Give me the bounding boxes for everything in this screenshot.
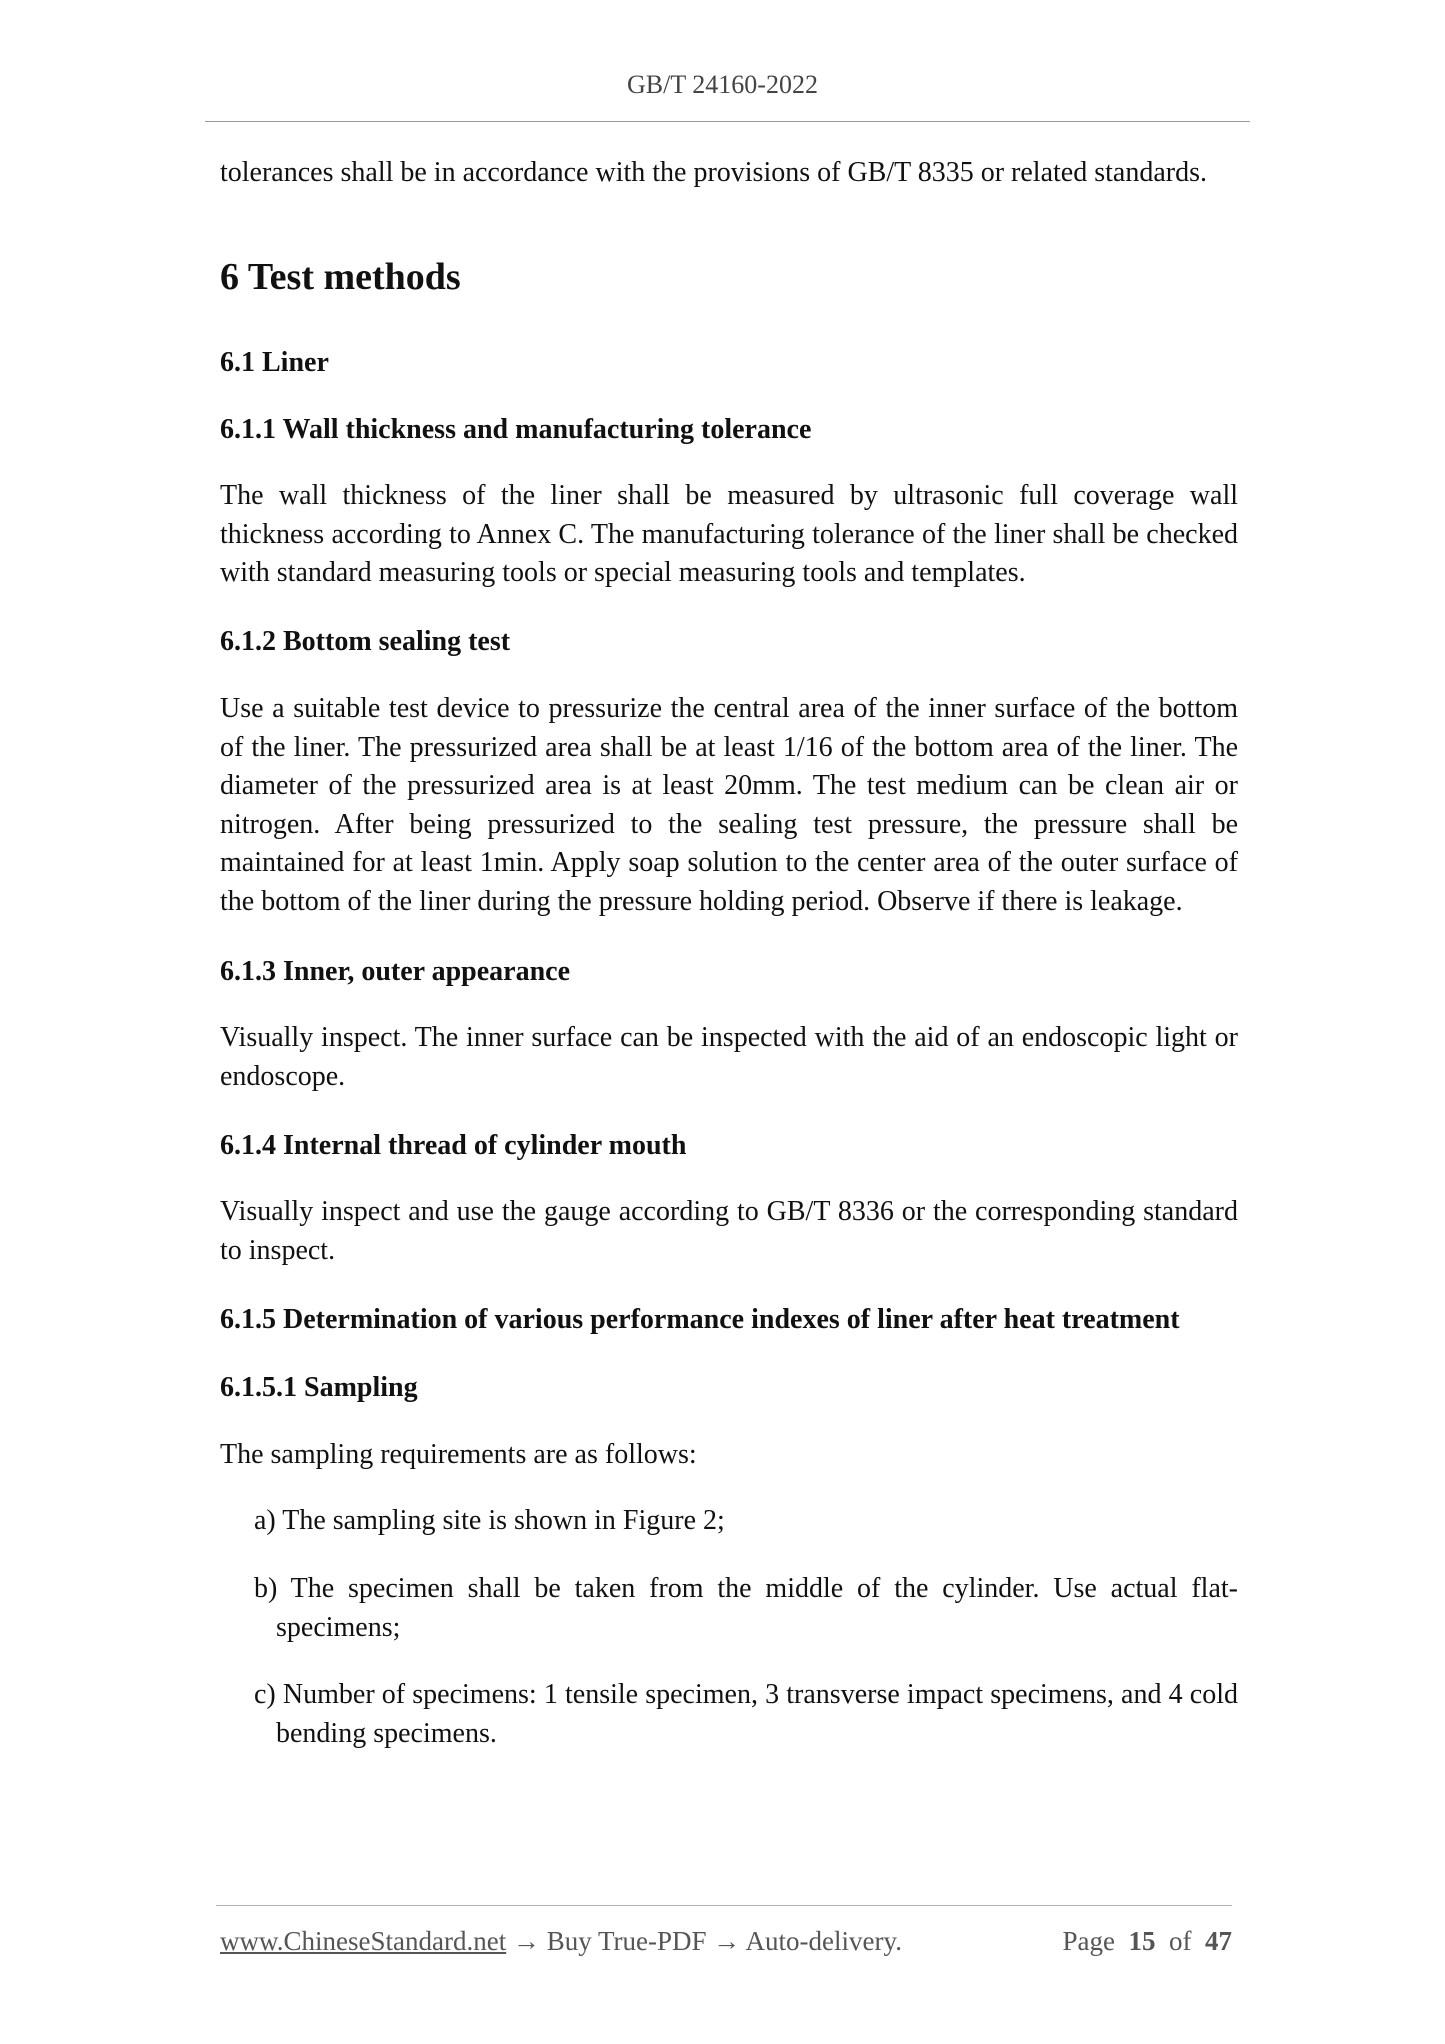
section-6-1-5-heading: 6.1.5 Determination of various performance indexes of liner after heat treatment — [220, 1304, 1180, 1335]
section-6-1-1-heading: 6.1.1 Wall thickness and manufacturing tolerance — [220, 414, 812, 445]
list-item: a) The sampling site is shown in Figure 2; — [254, 1505, 725, 1536]
page-header-title: GB/T 24160-2022 — [627, 70, 818, 99]
header-divider — [205, 121, 1250, 122]
arrow-icon: → — [713, 1926, 741, 1956]
arrow-icon: → — [512, 1926, 540, 1956]
list-item: b) The specimen shall be taken from the middle of the cylinder. Use actual flat-specimens; — [254, 1573, 1238, 1643]
page-total: 47 — [1205, 1926, 1232, 1956]
section-6-heading: 6 Test methods — [220, 256, 461, 298]
section-6-1-2-heading: 6.1.2 Bottom sealing test — [220, 626, 511, 657]
section-6-1-5-1-heading: 6.1.5.1 Sampling — [220, 1372, 418, 1403]
buy-pdf-text: Buy True-PDF — [546, 1926, 707, 1956]
paragraph-6-1-4: Visually inspect and use the gauge according to GB/T 8336 or the corresponding standard to inspect. — [220, 1196, 1238, 1266]
section-6-1-4-heading: 6.1.4 Internal thread of cylinder mouth — [220, 1130, 687, 1161]
paragraph-6-1-3: Visually inspect. The inner surface can be inspected with the aid of an endoscopic light or endoscope. — [220, 1022, 1238, 1092]
auto-delivery-text: Auto-delivery. — [745, 1926, 902, 1956]
paragraph-6-1-5-1: The sampling requirements are as follows: — [220, 1439, 697, 1470]
paragraph-6-1-2: Use a suitable test device to pressurize the central area of the inner surface of the bottom of the liner. The pressurized area shall be at least 1/16 of the bottom area of the liner. The diameter of the pressurized area is at least 20mm. The test medium can be clean air or nitrogen. After being pressurized to the sealing test pressure, the pressure shall be maintained for at least 1min. Apply soap solution to the center area of the outer surface of the bottom of the liner during the pressure holding period. Observe if there is leakage. — [220, 693, 1238, 917]
section-6-1-3-heading: 6.1.3 Inner, outer appearance — [220, 956, 570, 987]
footer-left — [220, 1926, 902, 1957]
site-link[interactable]: www.ChineseStandard.net — [220, 1926, 507, 1956]
paragraph-6-1-1: The wall thickness of the liner shall be measured by ultrasonic full coverage wall thickness according to Annex C. The manufacturing tolerance of the liner shall be checked with standard measuring tools or special measuring tools and templates. — [220, 480, 1238, 588]
page-current: 15 — [1128, 1926, 1156, 1956]
footer-divider — [216, 1905, 1232, 1906]
page-number — [1063, 1926, 1232, 1957]
page-label: Page — [1062, 1926, 1115, 1956]
section-6-1-heading: 6.1 Liner — [220, 347, 329, 378]
list-item: c) Number of specimens: 1 tensile specimen, 3 transverse impact specimens, and 4 cold bending specimens. — [254, 1679, 1238, 1749]
intro-paragraph: tolerances shall be in accordance with the provisions of GB/T 8335 or related standards. — [220, 157, 1207, 188]
page-of: of — [1169, 1926, 1192, 1956]
